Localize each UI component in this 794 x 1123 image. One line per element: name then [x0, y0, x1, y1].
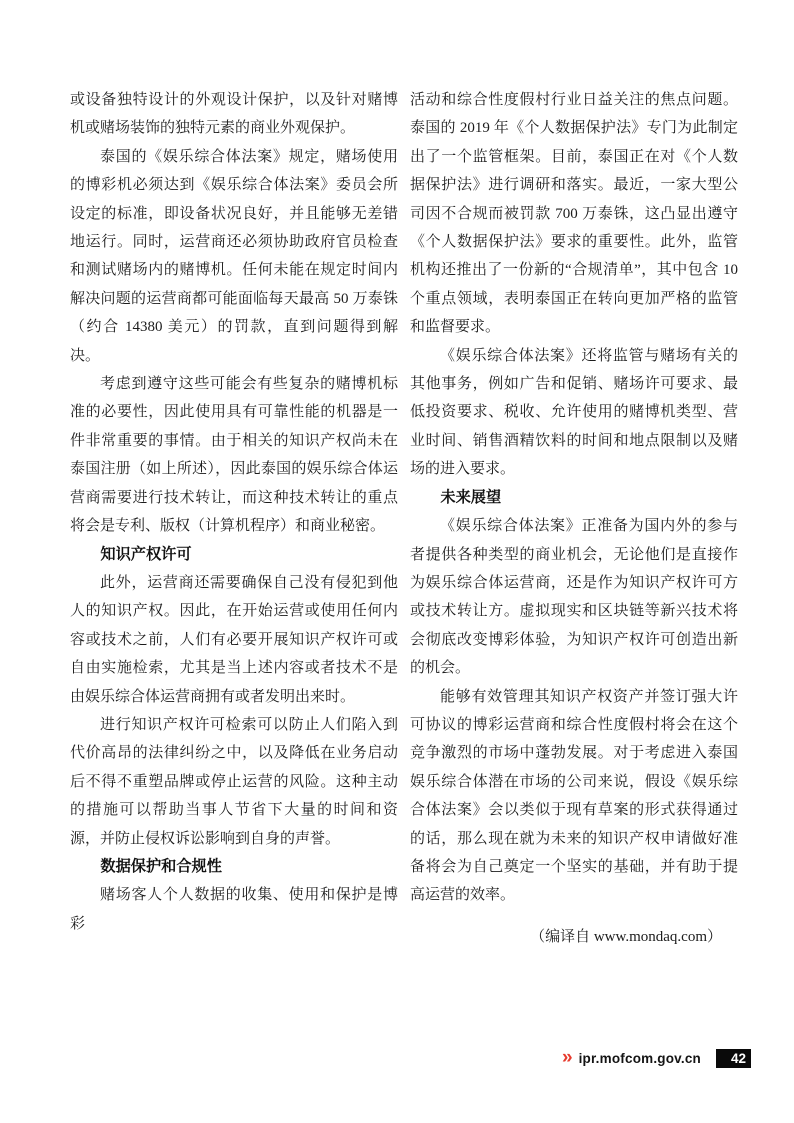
- left-column: [70, 86, 398, 951]
- paragraph: 活动和综合性度假村行业日益关注的焦点问题。泰国的 2019 年《个人数据保护法》专门为此制定出了一个监管框架。目前，泰国正在对《个人数据保护法》进行调研和落实。最近，一家大型公司因不合规而被罚款 700 万泰铢，这凸显出遵守《个人数据保护法》要求的重要性。此外，监管机构还推出了一份新的“合规清单”，其中包含 10 个重点领域，表明泰国正在转向更加严格的监管和监督要求。: [410, 92, 738, 336]
- footer-site-url: ipr.mofcom.gov.cn: [578, 1050, 701, 1066]
- article-body: [70, 86, 738, 951]
- paragraph: 考虑到遵守这些可能会有些复杂的赌博机标准的必要性，因此使用具有可靠性能的机器是一件非常重要的事情。由于相关的知识产权尚未在泰国注册（如上所述），因此泰国的娱乐综合体运营商需要进行技术转让，而这种技术转让的重点将会是专利、版权（计算机程序）和商业秘密。: [70, 376, 398, 535]
- paragraph: 《娱乐综合体法案》正准备为国内外的参与者提供各种类型的商业机会，无论他们是直接作为娱乐综合体运营商，还是作为知识产权许可方或技术转让方。虚拟现实和区块链等新兴技术将会彻底改变博彩体验，为知识产权许可创造出新的机会。: [410, 518, 738, 677]
- source-attribution: （编译自 www.mondaq.com）: [530, 928, 722, 945]
- paragraph: 进行知识产权许可检索可以防止人们陷入到代价高昂的法律纠纷之中，以及降低在业务启动后不得不重塑品牌或停止运营的风险。这种主动的措施可以帮助当事人节省下大量的时间和资源，并防止侵权诉讼影响到自身的声誉。: [70, 716, 398, 847]
- paragraph: 泰国的《娱乐综合体法案》规定，赌场使用的博彩机必须达到《娱乐综合体法案》委员会所设定的标准，即设备状况良好，并且能够无差错地运行。同时，运营商还必须协助政府官员检查和测试赌场内的赌博机。任何未能在规定时间内解决问题的运营商都可能面临每天最高 50 万泰铢（约合 14380 美元）的罚款，直到问题得到解决。: [70, 148, 398, 364]
- paragraph: 或设备独特设计的外观设计保护，以及针对赌博机或赌场装饰的独特元素的商业外观保护。: [70, 92, 398, 137]
- page-number-badge: 42: [716, 1049, 751, 1068]
- paragraph: 能够有效管理其知识产权资产并签订强大许可协议的博彩运营商和综合性度假村将会在这个竞争激烈的市场中蓬勃发展。对于考虑进入泰国娱乐综合体潜在市场的公司来说，假设《娱乐综合体法案》会以类似于现有草案的形式获得通过的话，那么现在就为未来的知识产权申请做好准备将会为自己奠定一个坚实的基础，并有助于提高运营的效率。: [410, 688, 738, 904]
- right-column: [410, 86, 738, 951]
- paragraph: 赌场客人个人数据的收集、使用和保护是博彩: [70, 887, 398, 932]
- paragraph: 《娱乐综合体法案》还将监管与赌场有关的其他事务，例如广告和促销、赌场许可要求、最低投资要求、税收、允许使用的赌博机类型、营业时间、销售酒精饮料的时间和地点限制以及赌场的进入要求。: [410, 347, 738, 478]
- page-footer: [562, 1047, 751, 1069]
- double-chevron-icon: »: [562, 1047, 573, 1068]
- paragraph: 此外，运营商还需要确保自己没有侵犯到他人的知识产权。因此，在开始运营或使用任何内容或技术之前，人们有必要开展知识产权许可或自由实施检索，尤其是当上述内容或者技术不是由娱乐综合体运营商拥有或者发明出来时。: [70, 574, 398, 705]
- section-heading-future-outlook: 未来展望: [440, 488, 502, 506]
- section-heading-ip-licensing: 知识产权许可: [100, 545, 192, 563]
- section-heading-data-protection: 数据保护和合规性: [100, 857, 222, 875]
